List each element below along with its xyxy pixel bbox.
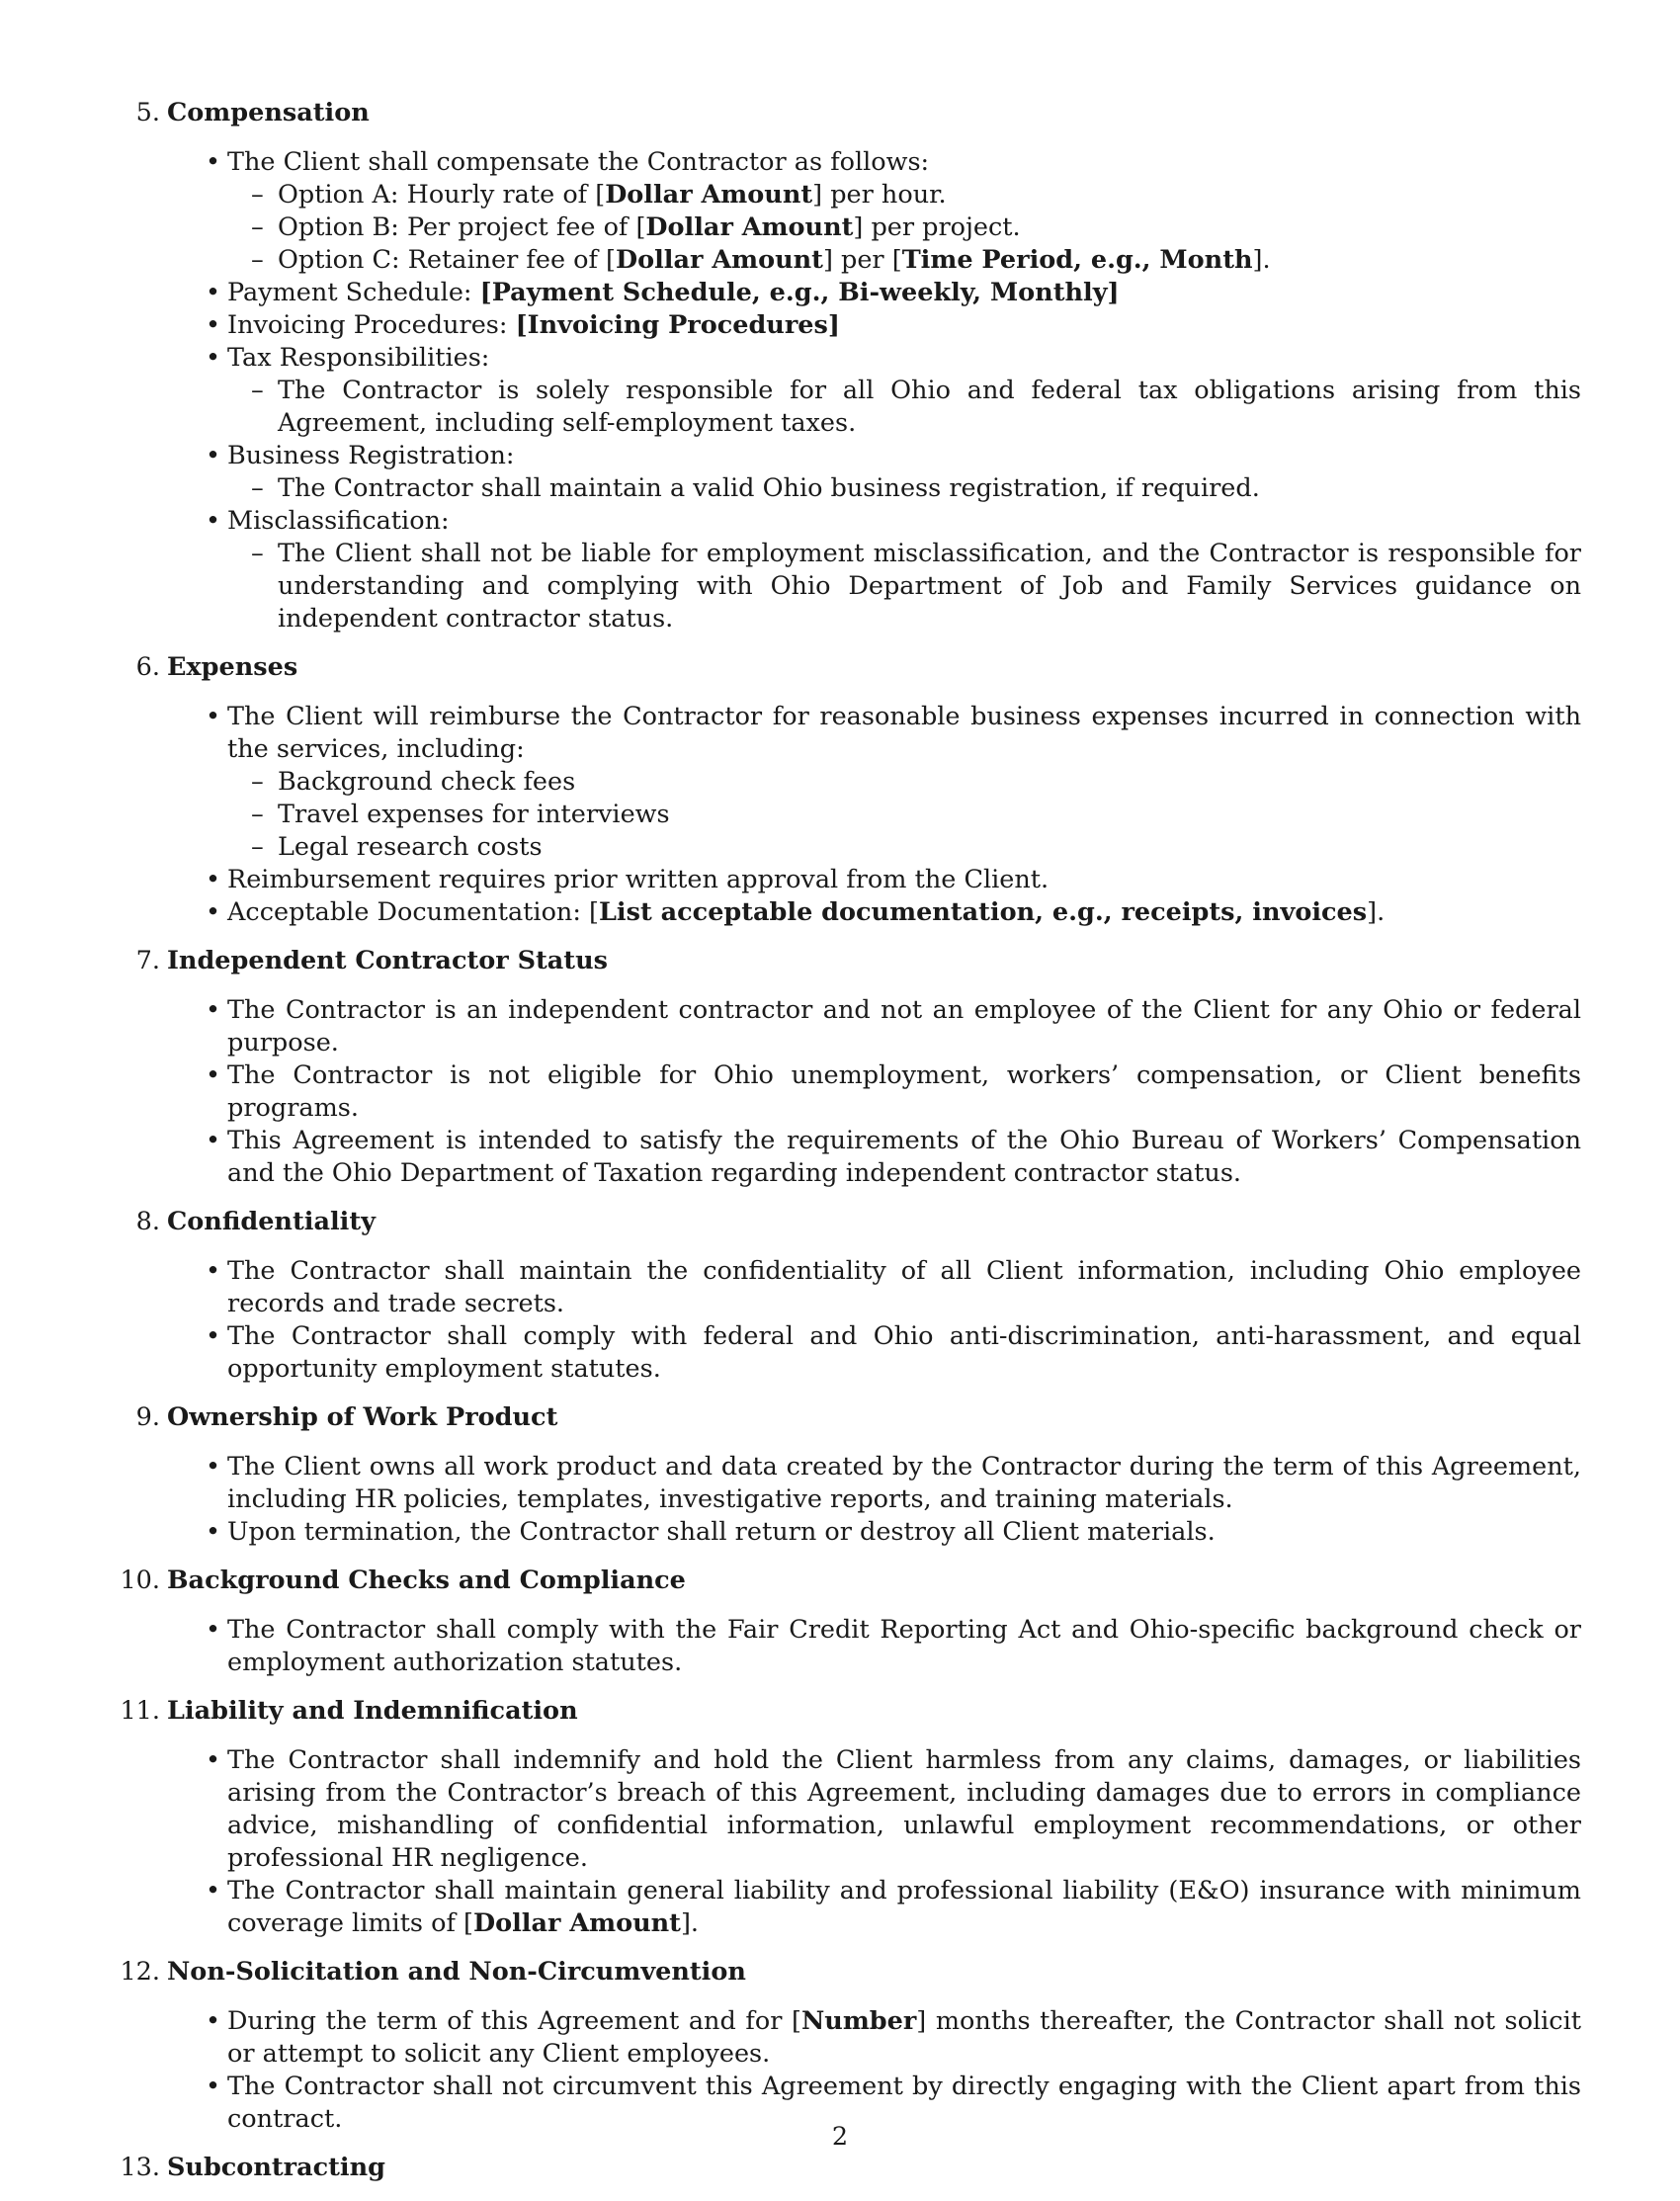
bullet-item [227, 2005, 1581, 2071]
sub-item [278, 244, 1581, 277]
bullet-item [227, 1125, 1581, 1190]
placeholder-text: [Payment Schedule, e.g., Bi-weekly, Monthly] [479, 278, 1120, 307]
bullet-item [227, 1255, 1581, 1320]
contract-sections [119, 97, 1581, 2201]
sub-item [278, 212, 1581, 244]
text-run: Tax Responsibilities: [227, 343, 490, 373]
sub-list [227, 179, 1581, 277]
sub-item [278, 375, 1581, 440]
text-run: Invoicing Procedures: [227, 310, 516, 340]
text-run: ] months thereafter, the Contractor shall not solicit or attempt to solicit any Client employees. [227, 2006, 1581, 2069]
section-number: 6. [135, 652, 160, 682]
text-run: During the term of this Agreement and for [ [227, 2006, 801, 2036]
section-title: Independent Contractor Status [167, 946, 608, 975]
text-run: The Contractor shall comply with federal and Ohio anti-discrimination, anti-harassment, and equal opportunity employment statutes. [227, 1321, 1581, 1384]
section-title: Background Checks and Compliance [167, 1566, 686, 1595]
bullet-item [227, 440, 1581, 505]
bullet-list [167, 1614, 1581, 1679]
text-run: The Client owns all work product and data created by the Contractor during the term of this Agreement, including HR policies, templates, investigative reports, and training materials. [227, 1452, 1581, 1514]
text-run: Background check fees [278, 767, 576, 797]
bullet-list [167, 1255, 1581, 1386]
section-number: 12. [120, 1957, 160, 1987]
bullet-item [227, 1614, 1581, 1679]
bullet-item [227, 277, 1581, 309]
sub-item [278, 831, 1581, 864]
bullet-item [227, 1451, 1581, 1516]
section-8 [119, 1206, 1581, 1386]
text-run: The Client will reimburse the Contractor for reasonable business expenses incurred in connection with the services, including: [227, 702, 1581, 764]
text-run: The Contractor shall not circumvent this Agreement by directly engaging with the Client apart from this contract. [227, 2072, 1581, 2134]
text-run: The Contractor is not eligible for Ohio unemployment, workers’ compensation, or Client benefits programs. [227, 1060, 1581, 1123]
text-run: This Agreement is intended to satisfy the requirements of the Ohio Bureau of Workers’ Compensation and the Ohio Department of Taxation regarding independent contractor status. [227, 1126, 1581, 1188]
placeholder-text: Dollar Amount [616, 245, 823, 275]
text-run: Option C: Retainer fee of [ [278, 245, 616, 275]
text-run: The Contractor shall maintain a valid Ohio business registration, if required. [278, 473, 1260, 503]
bullet-item [227, 701, 1581, 864]
section-7 [119, 945, 1581, 1190]
bullet-list [167, 1744, 1581, 1940]
section-6 [119, 651, 1581, 929]
placeholder-text: Dollar Amount [472, 1908, 681, 1938]
sub-list [227, 472, 1581, 505]
section-title: Confidentiality [167, 1207, 376, 1236]
bullet-item [227, 505, 1581, 635]
text-run: Upon termination, the Contractor shall return or destroy all Client materials. [227, 1517, 1216, 1547]
sub-list [227, 538, 1581, 635]
bullet-item [227, 864, 1581, 896]
text-run: The Contractor is solely responsible for all Ohio and federal tax obligations arising from this Agreement, including self-employment taxes. [278, 376, 1581, 438]
section-title: Compensation [167, 98, 370, 127]
text-run: The Contractor shall maintain general liability and professional liability (E&O) insurance with minimum coverage limits of [ [227, 1876, 1581, 1938]
section-number: 7. [135, 946, 160, 975]
text-run: ]. [1252, 245, 1271, 275]
text-run: The Client shall not be liable for employment misclassification, and the Contractor is responsible for understanding and complying with Ohio Department of Job and Family Services guidance on independent contractor status. [278, 539, 1581, 634]
bullet-item [227, 1320, 1581, 1386]
bullet-item [227, 994, 1581, 1059]
sub-item [278, 472, 1581, 505]
text-run: ]. [680, 1908, 700, 1938]
text-run: Payment Schedule: [227, 278, 480, 307]
bullet-list [167, 146, 1581, 635]
section-number: 13. [120, 2153, 160, 2182]
sub-item [278, 766, 1581, 799]
text-run: The Contractor shall comply with the Fair Credit Reporting Act and Ohio-specific background check or employment authorization statutes. [227, 1615, 1581, 1677]
bullet-list [167, 1451, 1581, 1549]
bullet-item [227, 146, 1581, 277]
bullet-list [167, 701, 1581, 929]
section-title: Liability and Indemnification [167, 1696, 578, 1726]
text-run: The Client shall compensate the Contractor as follows: [227, 147, 930, 177]
section-title: Subcontracting [167, 2153, 385, 2182]
bullet-item [227, 1059, 1581, 1125]
bullet-item [227, 896, 1581, 929]
section-number: 8. [135, 1207, 160, 1236]
section-12 [119, 1956, 1581, 2136]
text-run: Travel expenses for interviews [278, 800, 670, 829]
section-number: 11. [120, 1696, 160, 1726]
text-run: Misclassification: [227, 506, 450, 536]
placeholder-text: Number [800, 2006, 917, 2036]
section-11 [119, 1695, 1581, 1940]
bullet-item [227, 1875, 1581, 1940]
text-run: Acceptable Documentation: [ [227, 897, 599, 927]
section-title: Expenses [167, 652, 298, 682]
text-run: The Contractor is an independent contractor and not an employee of the Client for any Ohio or federal purpose. [227, 995, 1581, 1058]
sub-list [227, 375, 1581, 440]
section-5 [119, 97, 1581, 635]
sub-list [227, 766, 1581, 864]
text-run: ] per hour. [812, 180, 947, 210]
placeholder-text: Dollar Amount [645, 212, 854, 242]
text-run: ] per project. [853, 212, 1021, 242]
text-run: ] per [ [822, 245, 902, 275]
text-run: The Contractor shall maintain the confidentiality of all Client information, including Ohio employee records and trade secrets. [227, 1256, 1581, 1318]
section-number: 5. [135, 98, 160, 127]
text-run: The Contractor shall indemnify and hold the Client harmless from any claims, damages, or liabilities arising from the Contractor’s breach of this Agreement, including damages due to errors in compliance advice, mishandling of confidential information, unlawful employment recommendations, or other professional HR negligence. [227, 1745, 1581, 1873]
page-number: 2 [831, 2122, 849, 2152]
bullet-list [167, 994, 1581, 1190]
text-run: Reimbursement requires prior written approval from the Client. [227, 865, 1050, 894]
bullet-item [227, 1516, 1581, 1549]
section-number: 10. [120, 1566, 160, 1595]
section-9 [119, 1401, 1581, 1549]
placeholder-text: [Invoicing Procedures] [515, 310, 840, 340]
sub-item [278, 799, 1581, 831]
section-title: Non-Solicitation and Non-Circumvention [167, 1957, 746, 1987]
bullet-item [227, 309, 1581, 342]
placeholder-text: Dollar Amount [605, 180, 813, 210]
text-run: ]. [1367, 897, 1386, 927]
section-10 [119, 1565, 1581, 1679]
text-run: Option B: Per project fee of [ [278, 212, 646, 242]
bullet-list [167, 2005, 1581, 2136]
sub-item [278, 538, 1581, 635]
section-number: 9. [135, 1402, 160, 1432]
section-title: Ownership of Work Product [167, 1402, 558, 1432]
sub-item [278, 179, 1581, 212]
text-run: Legal research costs [278, 832, 543, 862]
bullet-item [227, 342, 1581, 440]
text-run: Option A: Hourly rate of [ [278, 180, 606, 210]
text-run: Business Registration: [227, 441, 515, 470]
bullet-item [227, 1744, 1581, 1875]
placeholder-text: Time Period, e.g., Month [901, 245, 1253, 275]
section-13 [119, 2152, 1581, 2184]
placeholder-text: List acceptable documentation, e.g., receipts, invoices [599, 897, 1368, 927]
